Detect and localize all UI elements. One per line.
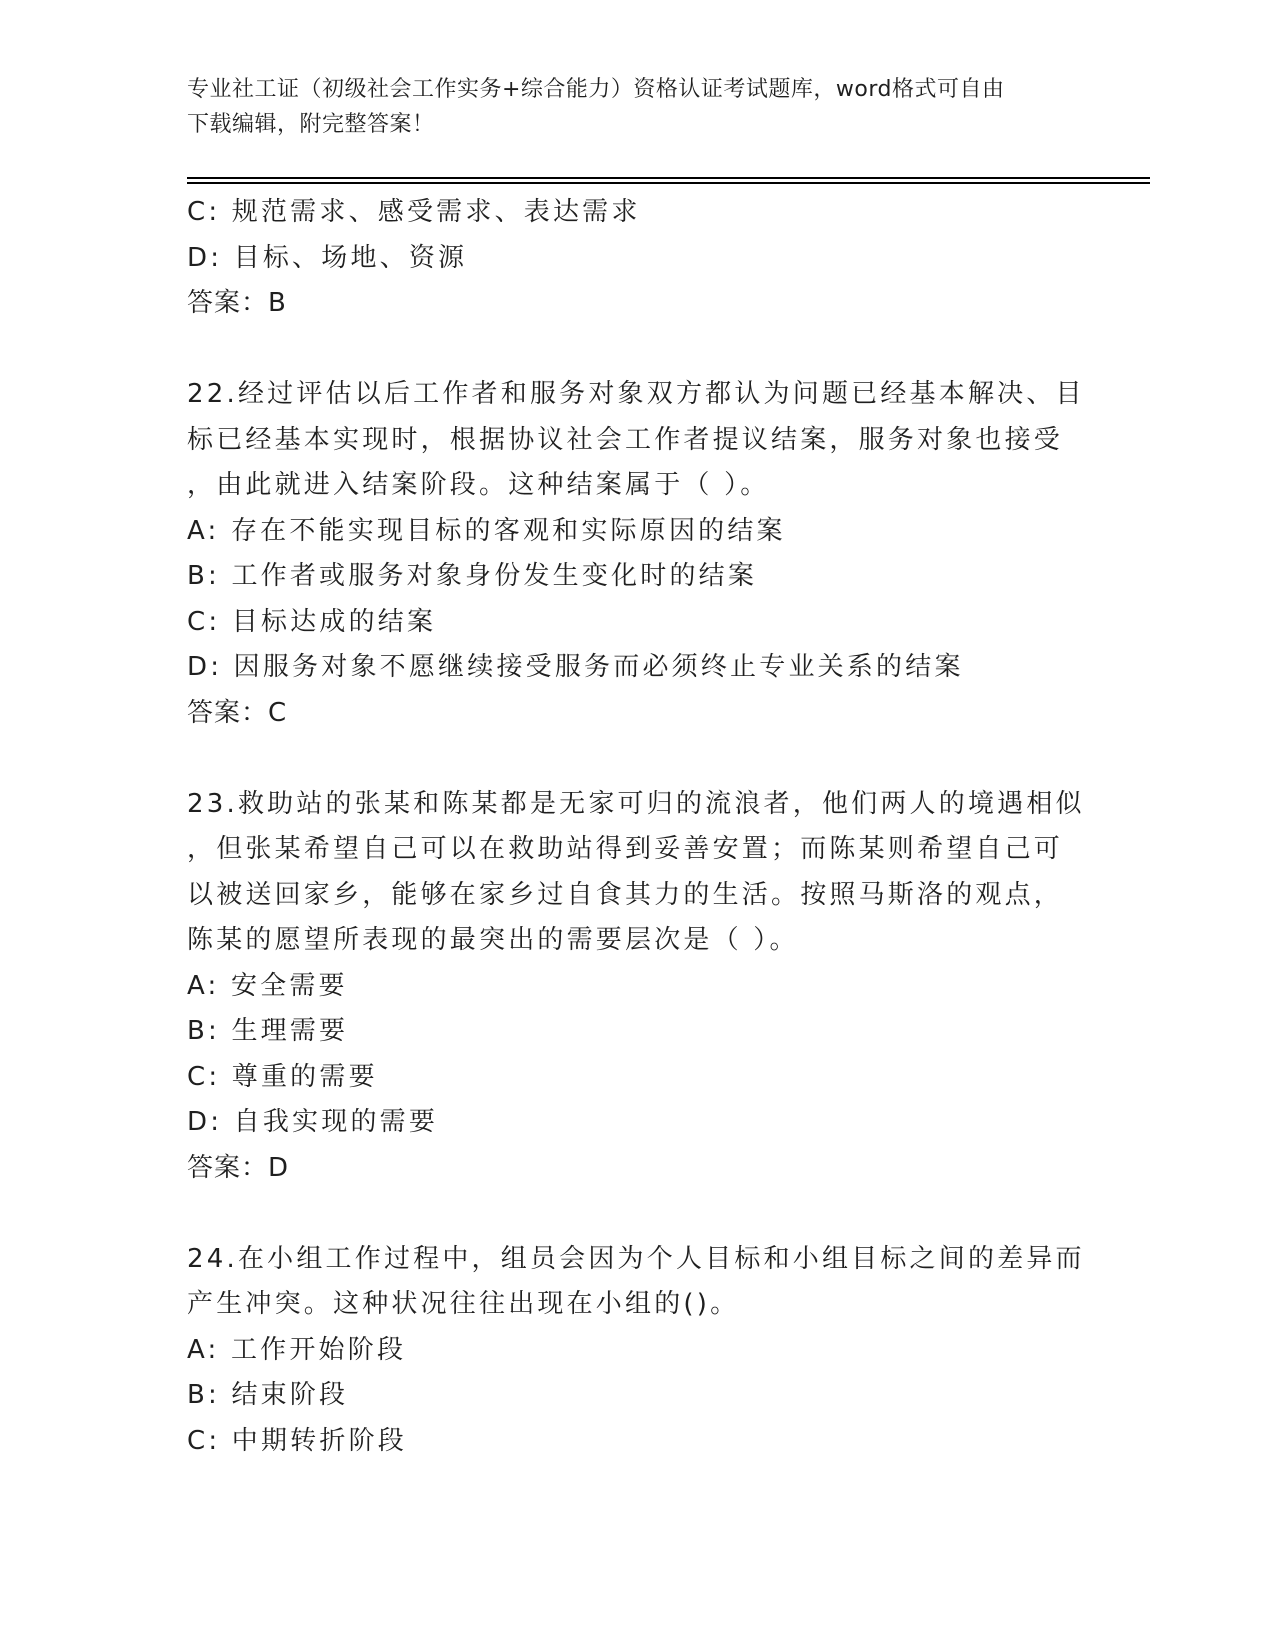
- question-23: [187, 782, 1087, 1192]
- option-a: A: 存在不能实现目标的客观和实际原因的结案: [187, 515, 786, 546]
- option-c: C: 目标达成的结案: [187, 606, 437, 637]
- option-d: D: 自我实现的需要: [187, 1107, 439, 1137]
- question-24: [187, 1237, 1087, 1465]
- option-b: B: 生理需要: [187, 1016, 349, 1046]
- spacer: [187, 327, 1087, 373]
- question-stem-line: 24.在小组工作过程中，组员会因为个人目标和小组目标之间的差异而: [187, 1243, 1085, 1274]
- option-d: D: 目标、场地、资源: [187, 242, 468, 273]
- question-stem-line: 标已经基本实现时，根据协议社会工作者提议结案，服务对象也接受: [187, 424, 1064, 455]
- question-stem-line: 陈某的愿望所表现的最突出的需要层次是（ ）。: [187, 925, 799, 955]
- question-stem-line: 22.经过评估以后工作者和服务对象双方都认为问题已经基本解决、目: [187, 379, 1085, 409]
- spacer: [187, 736, 1087, 782]
- header-divider-bottom: [187, 182, 1150, 184]
- answer-line: 答案：C: [187, 697, 288, 728]
- option-d: D: 因服务对象不愿继续接受服务而必须终止专业关系的结案: [187, 652, 964, 682]
- question-22: [187, 372, 1087, 736]
- spacer: [187, 1191, 1087, 1237]
- question-stem-line: 产生冲突。这种状况往往出现在小组的()。: [187, 1289, 740, 1319]
- option-a: A: 工作开始阶段: [187, 1334, 407, 1365]
- answer-line: 答案：D: [187, 1152, 290, 1183]
- document-header: [187, 72, 1087, 142]
- option-b: B: 结束阶段: [187, 1380, 349, 1410]
- answer-line: 答案：B: [187, 288, 287, 318]
- header-line-1: 专业社工证（初级社会工作实务+综合能力）资格认证考试题库，word格式可自由: [187, 77, 1005, 102]
- question-content: [187, 190, 1087, 1464]
- option-c: C: 规范需求、感受需求、表达需求: [187, 197, 641, 227]
- question-21-tail: [187, 190, 1087, 327]
- header-divider-top: [187, 177, 1150, 179]
- option-b: B: 工作者或服务对象身份发生变化时的结案: [187, 561, 758, 591]
- option-c: C: 中期转折阶段: [187, 1425, 407, 1456]
- question-stem-line: ，由此就进入结案阶段。这种结案属于（ ）。: [187, 470, 770, 500]
- option-a: A: 安全需要: [187, 970, 348, 1001]
- header-line-2: 下载编辑，附完整答案！: [187, 112, 435, 137]
- question-stem-line: 23.救助站的张某和陈某都是无家可归的流浪者，他们两人的境遇相似: [187, 788, 1085, 819]
- question-stem-line: ，但张某希望自己可以在救助站得到妥善安置；而陈某则希望自己可: [187, 834, 1064, 864]
- question-stem-line: 以被送回家乡，能够在家乡过自食其力的生活。按照马斯洛的观点，: [187, 879, 1064, 910]
- option-c: C: 尊重的需要: [187, 1061, 378, 1092]
